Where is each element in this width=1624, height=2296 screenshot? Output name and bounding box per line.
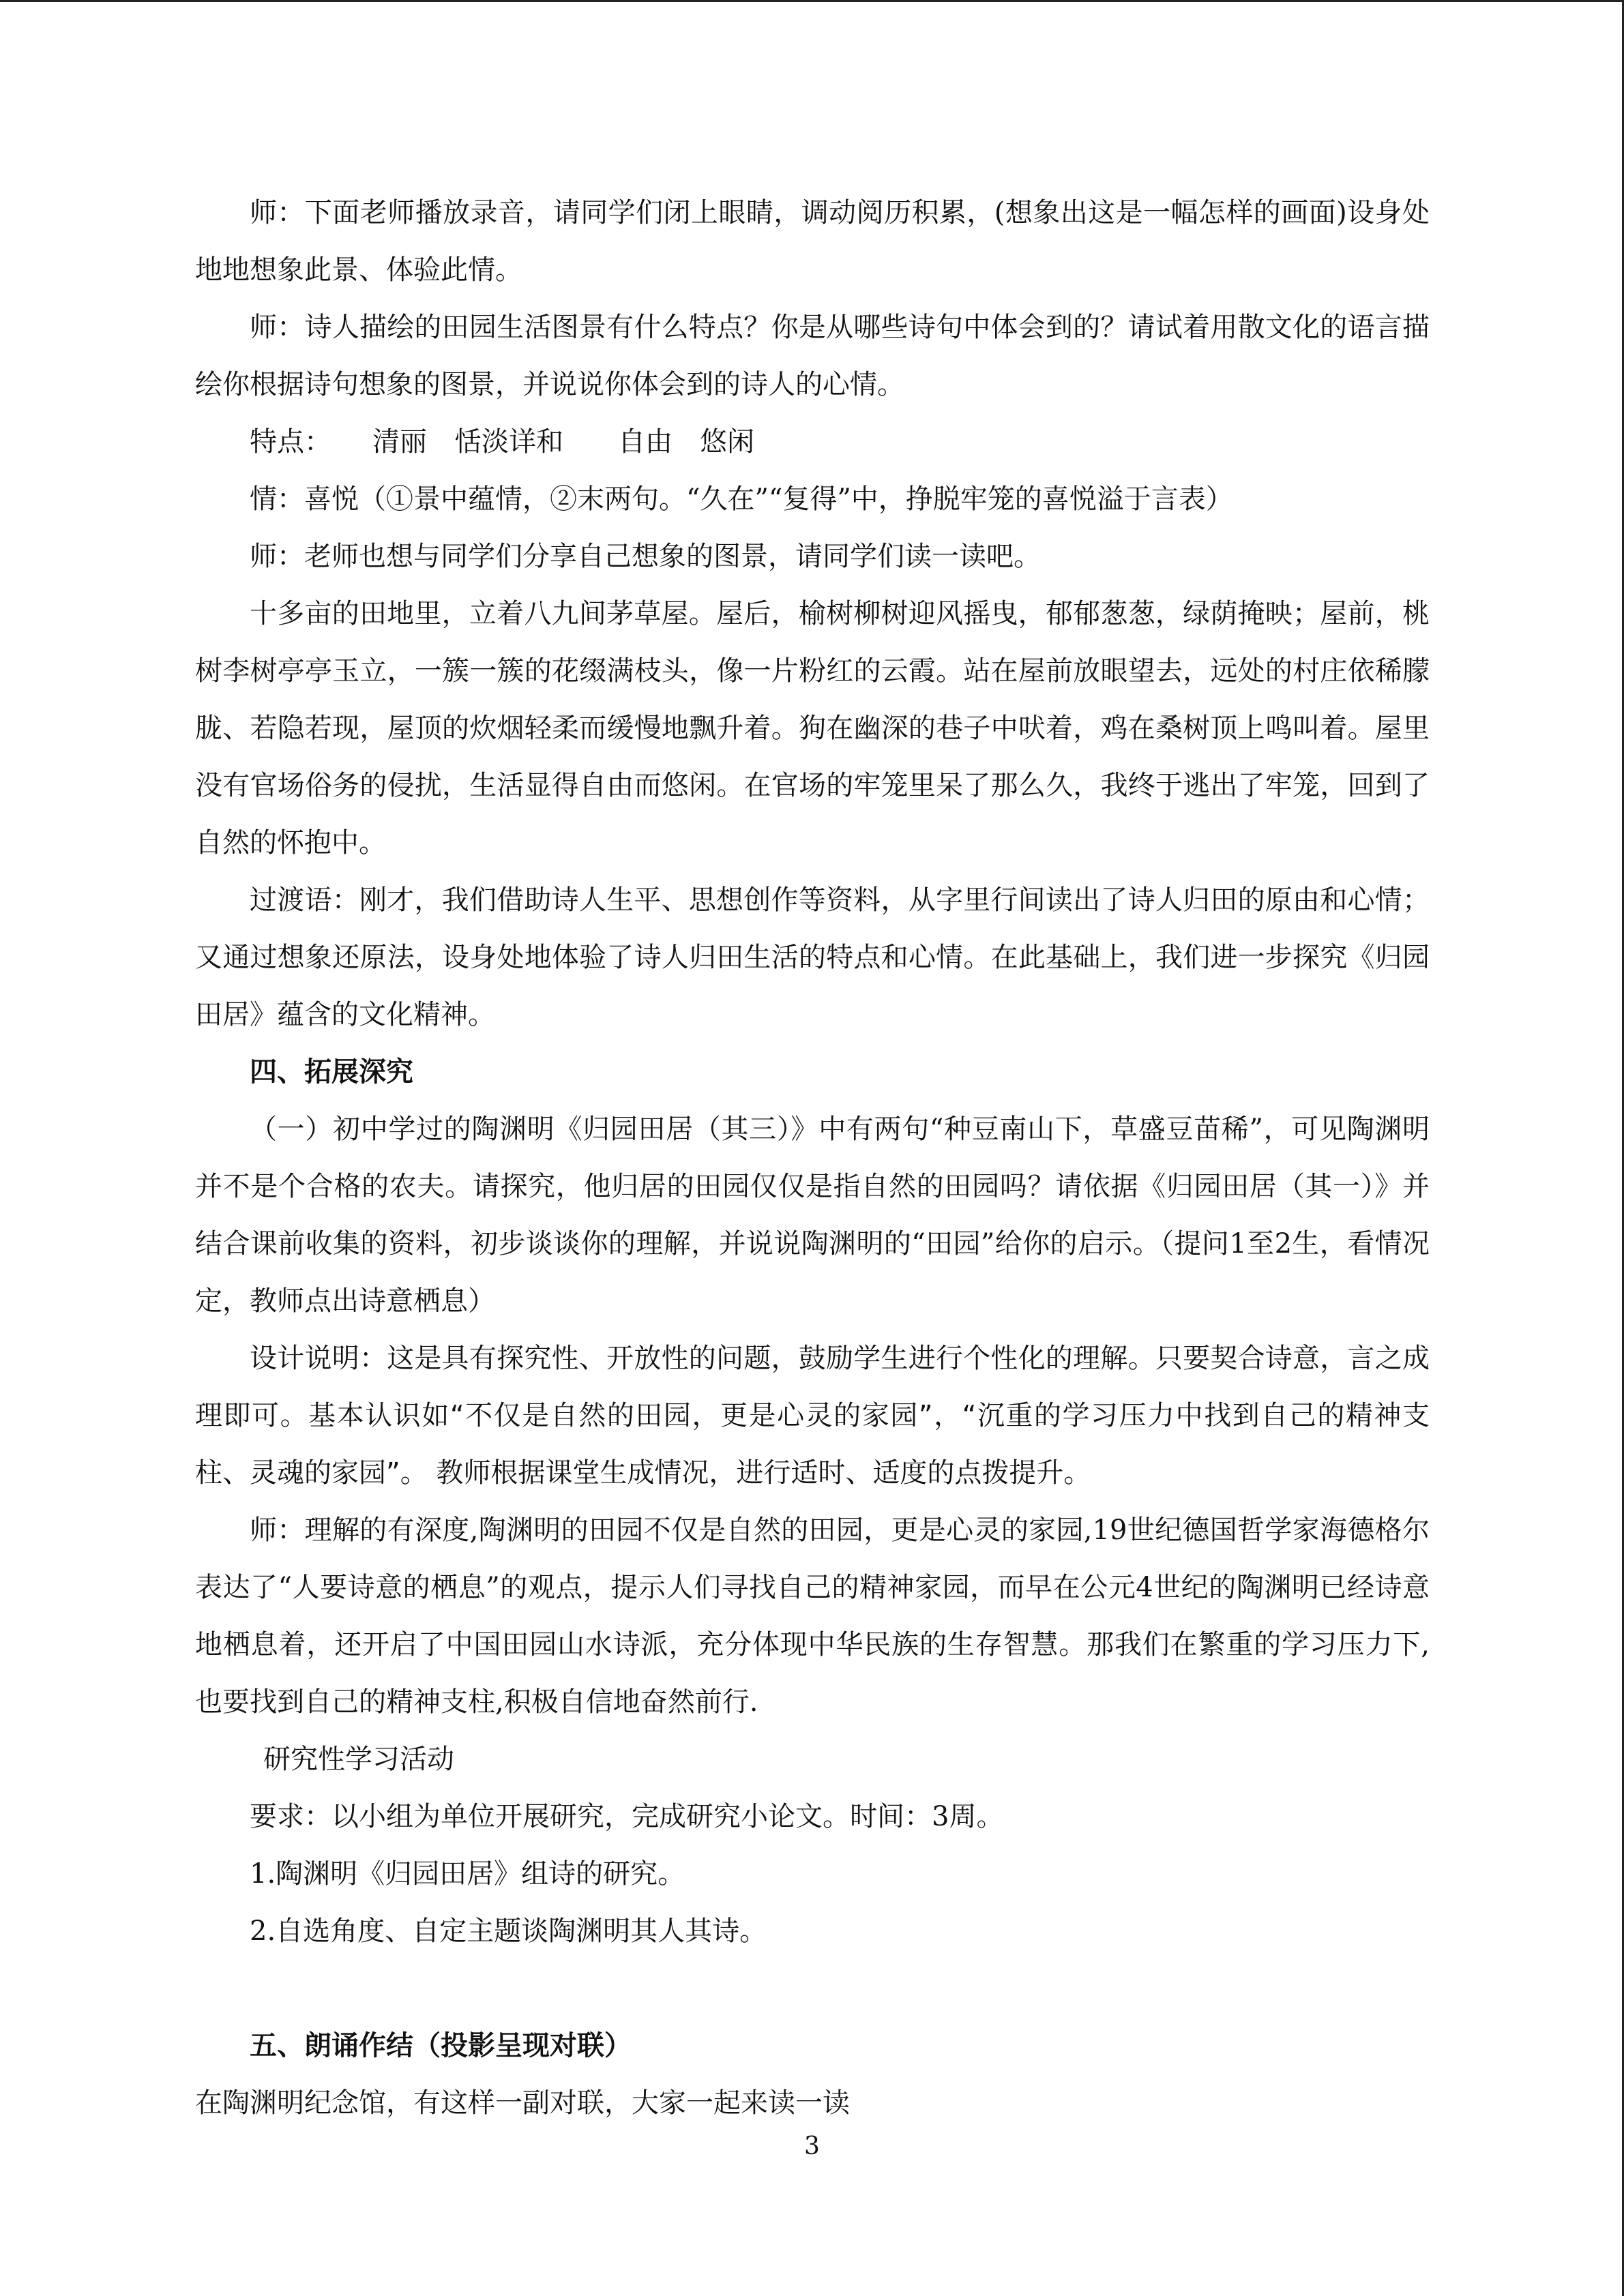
paragraph-scene-description: 十多亩的田地里，立着八九间茅草屋。屋后，榆树柳树迎风摇曳，郁郁葱葱，绿荫掩映；屋前，桃树李树亭亭玉立，一簇一簇的花缀满枝头，像一片粉红的云霞。站在屋前放眼望去，远处的村庄依稀朦胧、若隐若现，屋顶的炊烟轻柔而缓慢地飘升着。狗在幽深的巷子中吠着，鸡在桑树顶上鸣叫着。屋里没有官场俗务的侵扰，生活显得自由而悠闲。在官场的牢笼里呆了那么久，我终于逃出了牢笼，回到了自然的怀抱中。 — [195, 598, 1430, 859]
research-activity-title: 研究性学习活动 — [263, 1744, 454, 1775]
paragraph-features: 特点： 清丽 恬淡详和 自由 悠闲 — [250, 426, 754, 458]
paragraph-share: 师：老师也想与同学们分享自己想象的图景，请同学们读一读吧。 — [250, 541, 1041, 572]
paragraph-emotion: 情：喜悦（①景中蕴情，②末两句。“久在”“复得”中，挣脱牢笼的喜悦溢于言表） — [250, 483, 1233, 515]
section-4-teacher-remark: 师：理解的有深度,陶渊明的田园不仅是自然的田园，更是心灵的家园,19世纪德国哲学家海德格尔表达了“人要诗意的栖息”的观点，提示人们寻找自己的精神家园，而早在公元4世纪的陶渊明已经诗意地栖息着，还开启了中国田园山水诗派，充分体现中华民族的生存智慧。那我们在繁重的学习压力下,也要找到自己的精神支柱,积极自信地奋然前行. — [195, 1515, 1430, 1718]
section-5-heading: 五、朗诵作结（投影呈现对联） — [250, 2029, 632, 2061]
paragraph-transition: 过渡语：刚才，我们借助诗人生平、思想创作等资料，从字里行间读出了诗人归田的原由和心情；又通过想象还原法，设身处地体验了诗人归田生活的特点和心情。在此基础上，我们进一步探究《归园田居》蕴含的文化精神。 — [195, 884, 1430, 1030]
section-4-heading: 四、拓展深究 — [250, 1056, 413, 1088]
paragraph-listening: 师：下面老师播放录音，请同学们闭上眼睛，调动阅历积累，(想象出这是一幅怎样的画面)设身处地地想象此景、体验此情。 — [195, 197, 1430, 286]
section-5-text: 在陶渊明纪念馆，有这样一副对联，大家一起来读一读 — [195, 2087, 850, 2119]
research-requirement: 要求：以小组为单位开展研究，完成研究小论文。时间：3周。 — [250, 1801, 1004, 1832]
document-page — [195, 184, 1430, 2132]
section-4-question-1: （一）初中学过的陶渊明《归园田居（其三）》中有两句“种豆南山下，草盛豆苗稀”，可见陶渊明并不是个合格的农夫。请探究，他归居的田园仅仅是指自然的田园吗？请依据《归园田居（其一）》并结合课前收集的资料，初步谈谈你的理解，并说说陶渊明的“田园”给你的启示。（提问1至2生，看情况定，教师点出诗意栖息） — [195, 1114, 1430, 1317]
top-border — [0, 0, 1624, 2]
research-item-2: 2.自选角度、自定主题谈陶渊明其人其诗。 — [250, 1915, 767, 1947]
paragraph-question: 师：诗人描绘的田园生活图景有什么特点？你是从哪些诗句中体会到的？请试着用散文化的语言描绘你根据诗句想象的图景，并说说你体会到的诗人的心情。 — [195, 312, 1430, 400]
spacer — [195, 1960, 1430, 2017]
research-item-1: 1.陶渊明《归园田居》组诗的研究。 — [250, 1858, 685, 1890]
section-4-design-note: 设计说明：这是具有探究性、开放性的问题，鼓励学生进行个性化的理解。只要契合诗意，言之成理即可。基本认识如“不仅是自然的田园，更是心灵的家园”，“沉重的学习压力中找到自己的精神支柱、灵魂的家园”。 教师根据课堂生成情况，进行适时、适度的点拨提升。 — [195, 1343, 1430, 1489]
page-number: 3 — [804, 2132, 820, 2160]
